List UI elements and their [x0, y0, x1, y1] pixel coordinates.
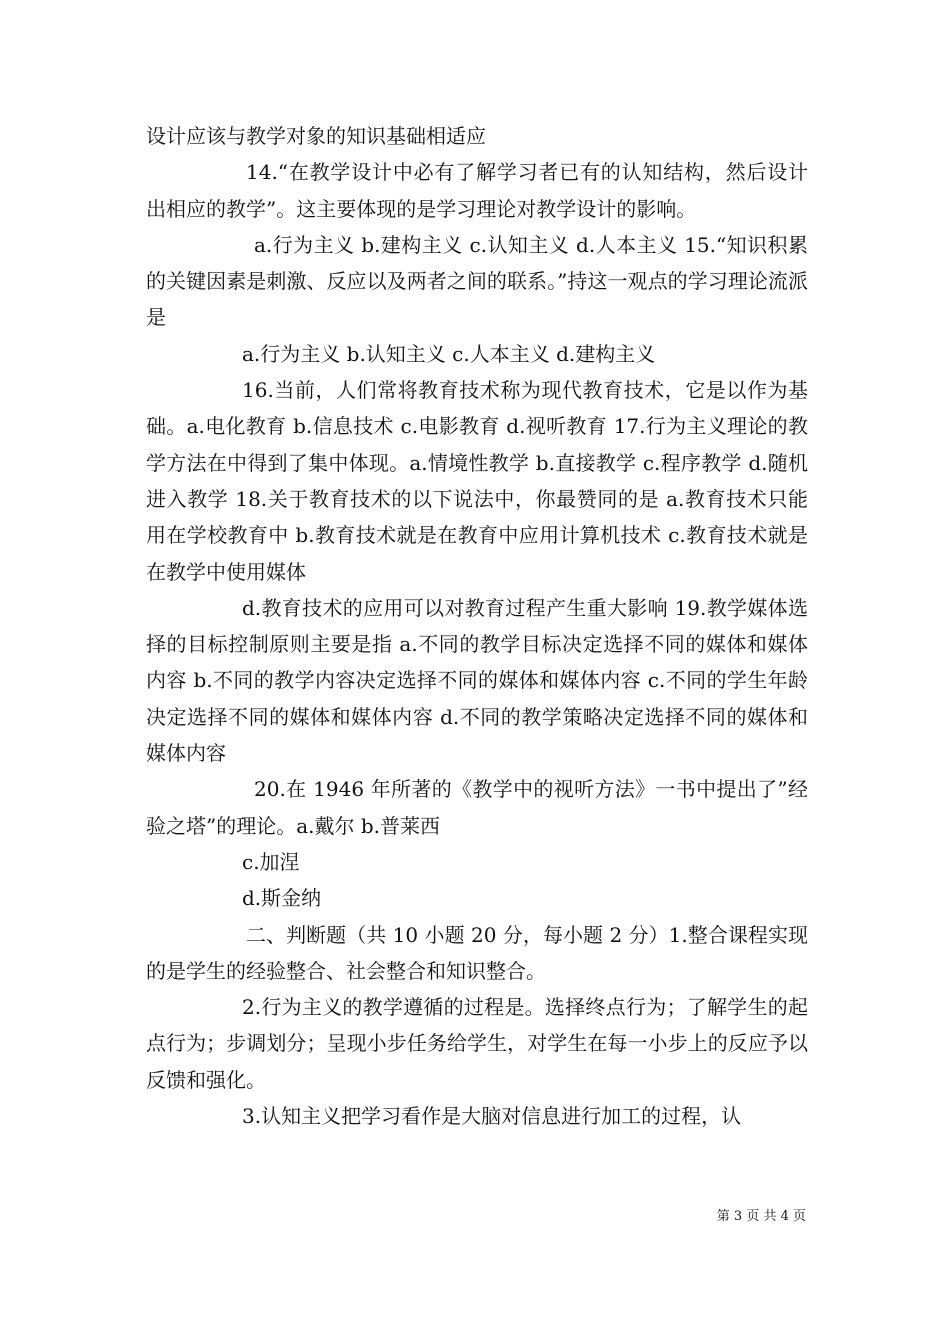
- paragraph-q14: 14.“在教学设计中必有了解学习者已有的认知结构，然后设计出相应的教学”。这主要体现的是学习理论对教学设计的影响。: [146, 160, 808, 221]
- paragraph-section2-q1: 二、判断题（共 10 小题 20 分，每小题 2 分）1.整合课程实现的是学生的经验整合、社会整合和知识整合。: [146, 922, 808, 983]
- paragraph-section2-q2: 2.行为主义的教学遵循的过程是。选择终点行为；了解学生的起点行为；步调划分；呈现小步任务给学生，对学生在每一小步上的反应予以反馈和强化。: [146, 995, 808, 1092]
- document-body: [146, 118, 808, 1134]
- paragraph-q15-options: a.行为主义 b.认知主义 c.人本主义 d.建构主义: [242, 341, 656, 366]
- page-number-footer: 第 3 页 共 4 页: [716, 1209, 806, 1224]
- paragraph-q14-options-q15: a.行为主义 b.建构主义 c.认知主义 d.人本主义 15.“知识积累的关键因素是刺激、反应以及两者之间的联系。”持这一观点的学习理论流派是: [146, 232, 808, 330]
- paragraph-q13-tail: 设计应该与教学对象的知识基础相适应: [146, 124, 486, 148]
- paragraph-q20: 20.在 1946 年所著的《教学中的视听方法》一书中提出了”经验之塔”的理论。a.戴尔 b.普莱西: [146, 777, 808, 838]
- paragraph-q16-q18: 16.当前，人们常将教育技术称为现代教育技术，它是以作为基础。a.电化教育 b.信息技术 c.电影教育 d.视听教育 17.行为主义理论的教学方法在中得到了集中体现。a.情境性教学 b.直接教学 c.程序教学 d.随机进入教学 18.关于教育技术的以下说法中，你最赞同的是 a.教育技术只能用在学校教育中 b.教育技术就是在教育中应用计算机技术 c.教育技术就是在教学中使用媒体: [146, 378, 808, 584]
- paragraph-section2-q3: 3.认知主义把学习看作是大脑对信息进行加工的过程，认: [242, 1104, 742, 1129]
- paragraph-q18-d-q19: d.教育技术的应用可以对教育过程产生重大影响 19.教学媒体选择的目标控制原则主要是指 a.不同的教学目标决定选择不同的媒体和媒体内容 b.不同的教学内容决定选择不同的媒体和媒体内容 c.不同的学生年龄决定选择不同的媒体和媒体内容 d.不同的教学策略决定选择不同的媒体和媒体内容: [146, 595, 808, 766]
- paragraph-q20-option-d: d.斯金纳: [242, 886, 322, 911]
- paragraph-q20-option-c: c.加涅: [242, 849, 300, 874]
